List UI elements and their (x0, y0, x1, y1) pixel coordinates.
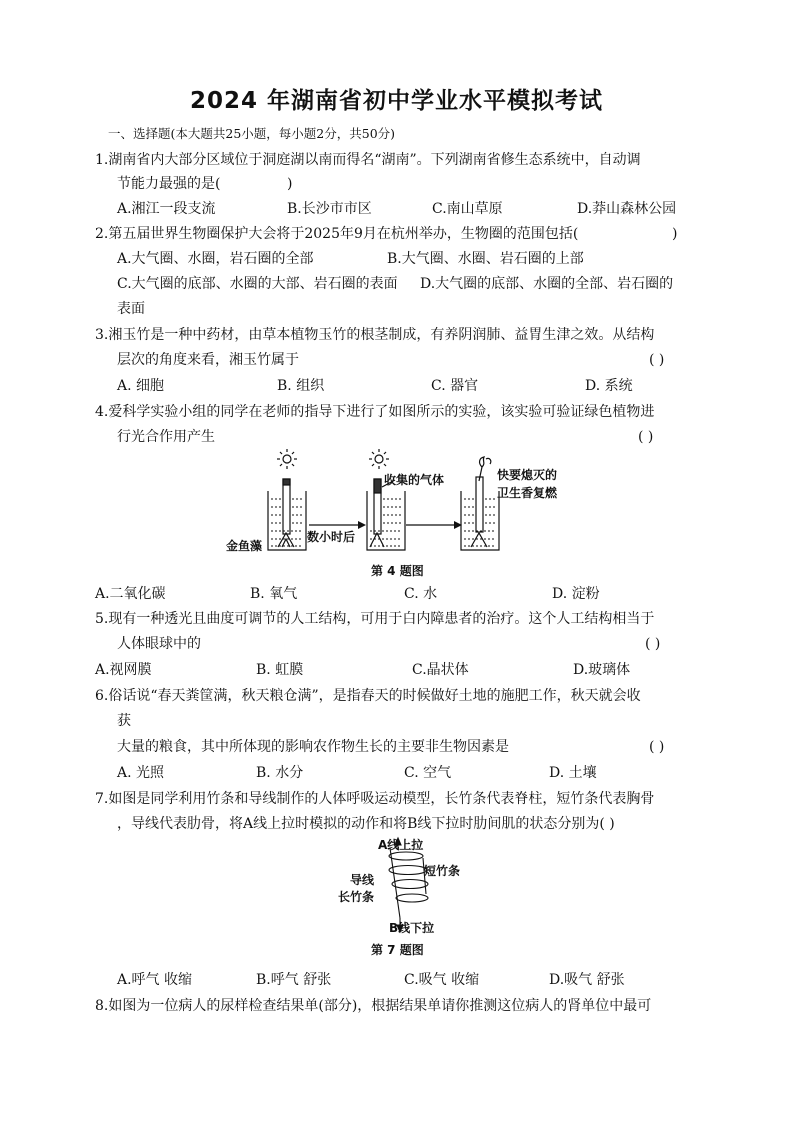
beaker-3 (461, 457, 499, 550)
question-text: 4.爱科学实验小组的同学在老师的指导下进行了如图所示的实验，该实验可验证绿色植物进 (95, 404, 655, 420)
option-d: D.玻璃体 (573, 662, 631, 678)
option-a: A.视网膜 (95, 662, 152, 678)
option-c: C. 器官 (431, 378, 479, 394)
question-text: ，导线代表肋骨，将A线上拉时模拟的动作和将B线下拉时肋间肌的状态分别为( ) (117, 816, 615, 832)
figure-caption: 第 7 题图 (371, 943, 424, 957)
option-a: A.二氧化碳 (95, 586, 166, 602)
question-text: 行光合作用产生 (117, 429, 215, 445)
option-b: B.呼气 舒张 (256, 972, 332, 988)
option-b: B.大气圈、水圈、岩石圈的上部 (387, 251, 584, 267)
figure-caption: 第 4 题图 (371, 564, 424, 578)
question-text: 5.现有一种透光且曲度可调节的人工结构，可用于白内障患者的治疗。这个人工结构相当于 (95, 611, 655, 627)
option-d: D.吸气 舒张 (549, 972, 625, 988)
question-text: 7.如图是同学利用竹条和导线制作的人体呼吸运动模型，长竹条代表脊柱，短竹条代表胸骨 (95, 791, 655, 807)
option-b: B.长沙市市区 (287, 201, 372, 217)
option-b: B. 水分 (256, 765, 304, 781)
figure-label: 长竹条 (338, 890, 375, 904)
option-d-cont: 表面 (117, 301, 145, 317)
option-d: D.大气圈的底部、水圈的全部、岩石圈的 (420, 276, 674, 292)
figure-label: 短竹条 (424, 864, 461, 878)
question-text: 层次的角度来看，湘玉竹属于 (117, 352, 299, 368)
answer-paren: ( ) (649, 352, 665, 368)
option-d: D. 淀粉 (552, 586, 600, 602)
answer-paren: ) (287, 176, 293, 192)
option-b: B. 虹膜 (256, 662, 304, 678)
option-d: D. 系统 (585, 378, 633, 394)
question-text: 1.湖南省内大部分区域位于洞庭湖以南而得名“湖南”。下列湖南省修生态系统中，自动调 (95, 152, 641, 168)
option-a: A. 细胞 (117, 378, 165, 394)
answer-paren: ( ) (645, 636, 661, 652)
section-heading: 一、选择题(本大题共25小题，每小题2分，共50分) (108, 126, 396, 141)
question-text: 2.第五届世界生物圈保护大会将于2025年9月在杭州举办，生物圈的范围包括( (95, 226, 579, 242)
option-d: D.莽山森林公园 (577, 201, 677, 217)
figure-label: 导线 (350, 873, 375, 887)
question-text: 人体眼球中的 (117, 636, 201, 652)
answer-paren: ( ) (638, 429, 654, 445)
option-a: A.大气圈、水圈，岩石圈的全部 (117, 251, 314, 267)
question-text: 8.如图为一位病人的尿样检查结果单(部分)，根据结果单请你推测这位病人的肾单位中最可 (95, 998, 652, 1014)
question-text: 获 (117, 713, 131, 729)
answer-paren: ( ) (649, 739, 665, 755)
question-text: 节能力最强的是( (117, 176, 221, 192)
beaker-1 (268, 479, 306, 550)
figure-label: 金鱼藻 (226, 539, 263, 553)
option-b: B. 氧气 (250, 586, 298, 602)
figure-label: 收集的气体 (384, 473, 445, 487)
option-c: C.吸气 收缩 (404, 972, 480, 988)
figure-label: A线上拉 (378, 838, 424, 852)
question-text: 大量的粮食，其中所体现的影响农作物生长的主要非生物因素是 (117, 739, 509, 755)
figure-label: 快要熄灭的 (497, 468, 558, 482)
option-a: A. 光照 (117, 765, 165, 781)
option-d: D. 土壤 (549, 765, 597, 781)
question-text: 3.湘玉竹是一种中药材，由草本植物玉竹的根茎制成，有养阴润肺、益胃生津之效。从结构 (95, 327, 655, 343)
option-c: C. 空气 (404, 765, 452, 781)
figure-4-diagram (220, 447, 600, 559)
figure-label: 数小时后 (307, 530, 356, 544)
sun-icon (369, 449, 389, 469)
page-title: 2024 年湖南省初中学业水平模拟考试 (189, 88, 604, 114)
figure-label: B线下拉 (389, 921, 435, 935)
option-a: A.湘江一段支流 (117, 201, 216, 217)
sun-icon (277, 449, 297, 469)
option-b: B. 组织 (277, 378, 325, 394)
answer-paren: ) (672, 226, 678, 242)
figure-label: 卫生香复燃 (497, 486, 558, 500)
question-text: 6.俗话说“春天粪筐满，秋天粮仓满”，是指春天的时候做好土地的施肥工作，秋天就会收 (95, 688, 641, 704)
option-c: C.南山草原 (432, 201, 503, 217)
option-a: A.呼气 收缩 (117, 972, 193, 988)
option-c: C.大气圈的底部、水圈的大部、岩石圈的表面 (117, 276, 398, 292)
option-c: C.晶状体 (412, 662, 469, 678)
option-c: C. 水 (404, 586, 438, 602)
